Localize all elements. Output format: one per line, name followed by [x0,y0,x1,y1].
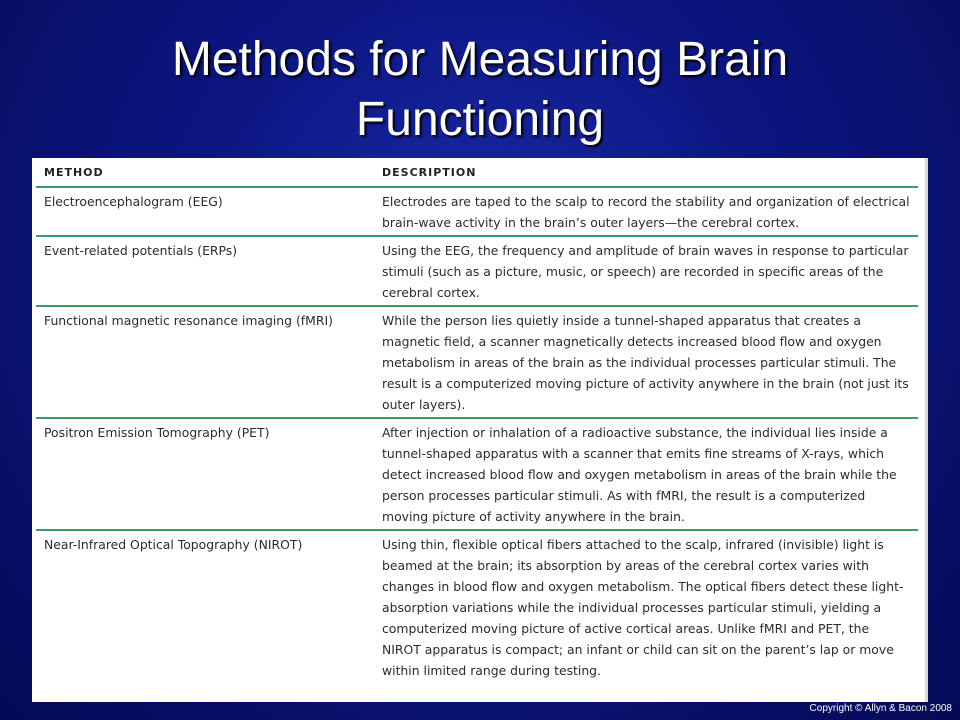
table-row [36,306,918,418]
table-row [36,236,918,306]
table-row [36,418,918,530]
methods-table-panel [32,158,928,702]
table-header-row [36,158,918,187]
copyright-notice: Copyright © Allyn & Bacon 2008 [809,703,952,714]
description-cell: After injection or inhalation of a radioactive substance, the individual lies inside a tunnel-shaped apparatus with a scanner that emits fine streams of X-rays, which detect increased blood flow and oxygen metabolism in areas of the brain while the person processes particular stimuli. As with fMRI, the result is a computerized moving picture of activity anywhere in the brain. [374,418,918,530]
method-cell: Positron Emission Tomography (PET) [36,418,374,530]
description-cell: Using thin, flexible optical fibers attached to the scalp, infrared (invisible) light is beamed at the brain; its absorption by areas of the cerebral cortex varies with changes in blood flow and oxygen metabolism. The optical fibers detect these light-absorption variations while the individual processes particular stimuli, yielding a computerized moving picture of active cortical areas. Unlike fMRI and PET, the NIROT apparatus is compact; an infant or child can sit on the parent’s lap or move within limited range during testing. [382,537,904,678]
slide-title [0,30,960,150]
method-cell: Electroencephalogram (EEG) [36,187,374,236]
methods-table [36,158,918,683]
method-cell: Near-Infrared Optical Topography (NIROT) [44,537,303,552]
header-method: METHOD [36,158,374,187]
description-cell: Using the EEG, the frequency and amplitude of brain waves in response to particular stimuli (such as a picture, music, or speech) are recorded in specific areas of the cerebral cortex. [374,236,918,306]
slide-title-line-2: Functioning [355,93,605,146]
description-cell: Electrodes are taped to the scalp to record the stability and organization of electrical brain-wave activity in the brain’s outer layers—the cerebral cortex. [374,187,918,236]
table-row [36,530,918,683]
slide-title-line-1: Methods for Measuring Brain [171,33,789,86]
method-cell: Event-related potentials (ERPs) [36,236,374,306]
method-cell: Functional magnetic resonance imaging (fMRI) [36,306,374,418]
header-description: DESCRIPTION [374,158,918,187]
description-cell: While the person lies quietly inside a tunnel-shaped apparatus that creates a magnetic field, a scanner magnetically detects increased blood flow and oxygen metabolism in areas of the brain as the individual processes particular stimuli. The result is a computerized moving picture of activity anywhere in the brain (not just its outer layers). [374,306,918,418]
table-row [36,187,918,236]
